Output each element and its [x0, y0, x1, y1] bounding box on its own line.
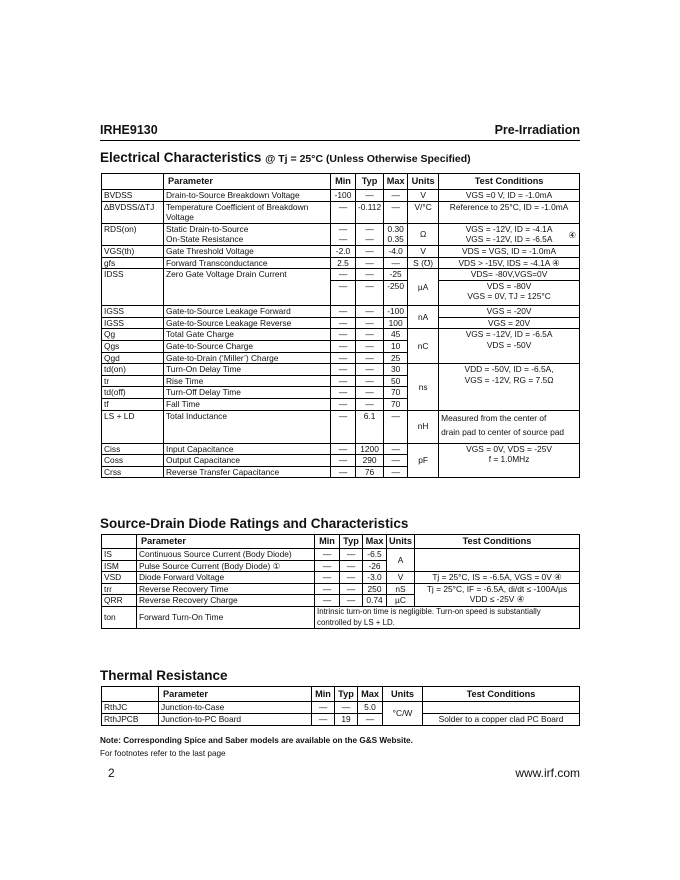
- table-row: [102, 190, 580, 202]
- typ-value: —: [356, 364, 384, 376]
- max-value: 25: [384, 352, 408, 364]
- symbol: Crss: [102, 466, 164, 478]
- min-value: —: [312, 714, 335, 726]
- min-value: -100: [331, 190, 356, 202]
- max-line: 0.30: [387, 223, 404, 234]
- symbol: LS + LD: [102, 410, 164, 443]
- condition-line: VDD ≤ -25V ④: [469, 594, 525, 605]
- thermal-col-parameter: Parameter: [159, 687, 312, 702]
- typ-value: —: [356, 190, 384, 202]
- parameter: Gate Threshold Voltage: [164, 245, 331, 257]
- elec-col-parameter: Parameter: [164, 174, 331, 190]
- condition-line: drain pad to center of source pad: [441, 426, 565, 437]
- min-value: —: [331, 329, 356, 341]
- elec-header-row: [102, 174, 580, 190]
- units: µA: [408, 269, 439, 306]
- symbol: VGS(th): [102, 245, 164, 257]
- typ-value: —: [356, 257, 384, 269]
- elec-subtitle: @ Tj = 25°C (Unless Otherwise Specified): [265, 153, 471, 165]
- condition-line: f = 1.0MHz: [488, 454, 530, 465]
- symbol: ISM: [102, 560, 137, 572]
- diode-header-row: [102, 535, 580, 549]
- symbol: IS: [102, 549, 137, 561]
- typ-value: —: [340, 572, 363, 584]
- typ-value: —: [356, 398, 384, 410]
- elec-col-typ: Typ: [356, 174, 384, 190]
- max-value: 5.0: [358, 702, 383, 714]
- parameter: Fall Time: [164, 398, 331, 410]
- test-conditions: [439, 223, 580, 245]
- max-line: -25: [384, 269, 407, 281]
- symbol: tf: [102, 398, 164, 410]
- condition-line: VGS = 0V, VDS = -25V: [466, 443, 552, 454]
- symbol: QRR: [102, 595, 137, 607]
- typ-value: —: [356, 317, 384, 329]
- typ-value: 19: [335, 714, 358, 726]
- typ-value: —: [335, 702, 358, 714]
- parameter: Gate-to-Drain (‘Miller’) Charge: [164, 352, 331, 364]
- parameter: Pulse Source Current (Body Diode) ①: [137, 560, 315, 572]
- table-row: [102, 583, 580, 595]
- diode-table: [101, 534, 580, 629]
- table-row: [102, 306, 580, 318]
- website-link[interactable]: www.irf.com: [515, 766, 580, 780]
- typ-line: —: [356, 269, 383, 281]
- condition-line: VDS = -80V: [486, 280, 532, 291]
- parameter: Reverse Transfer Capacitance: [164, 466, 331, 478]
- elec-col-conditions: Test Conditions: [439, 174, 580, 190]
- min-value: —: [312, 702, 335, 714]
- units: V: [408, 190, 439, 202]
- min-line: —: [338, 280, 348, 291]
- test-conditions: [439, 364, 580, 410]
- symbol: Qgd: [102, 352, 164, 364]
- header-rule: [100, 140, 580, 141]
- diode-col-typ: Typ: [340, 535, 363, 549]
- typ-value: -0.112: [356, 201, 384, 223]
- parameter: Drain-to-Source Breakdown Voltage: [164, 190, 331, 202]
- min-value: —: [331, 364, 356, 376]
- min-value: —: [331, 352, 356, 364]
- thermal-col-max: Max: [358, 687, 383, 702]
- typ-value: —: [356, 245, 384, 257]
- min-value: -2.0: [331, 245, 356, 257]
- table-row: [102, 223, 580, 245]
- symbol: Ciss: [102, 443, 164, 455]
- units: V: [408, 245, 439, 257]
- turn-on-note: Intrinsic turn-on time is negligible. Turn-on speed is substantially controlled by LS + LD.: [315, 606, 580, 628]
- symbol: IDSS: [102, 269, 164, 306]
- test-conditions: Solder to a copper clad PC Board: [423, 714, 580, 726]
- table-row: [102, 201, 580, 223]
- min-value: —: [331, 201, 356, 223]
- elec-title: [100, 150, 471, 165]
- symbol: tr: [102, 375, 164, 387]
- max-value: —: [384, 443, 408, 455]
- min-value: —: [331, 306, 356, 318]
- test-conditions: VGS =0 V, ID = -1.0mA: [439, 190, 580, 202]
- parameter: Gate-to-Source Leakage Forward: [164, 306, 331, 318]
- typ-value: [356, 223, 384, 245]
- max-value: 10: [384, 340, 408, 352]
- test-conditions: Reference to 25°C, ID = -1.0mA: [439, 201, 580, 223]
- units: pF: [408, 443, 439, 478]
- thermal-col-sym: [102, 687, 159, 702]
- symbol: RthJPCB: [102, 714, 159, 726]
- typ-value: —: [356, 340, 384, 352]
- thermal-header-row: [102, 687, 580, 702]
- symbol: trr: [102, 583, 137, 595]
- parameter: Input Capacitance: [164, 443, 331, 455]
- table-row: [102, 269, 580, 306]
- max-value: —: [384, 201, 408, 223]
- units: nS: [387, 583, 415, 595]
- max-value: -6.5: [363, 549, 387, 561]
- typ-value: —: [356, 352, 384, 364]
- elec-col-units: Units: [408, 174, 439, 190]
- thermal-table: [101, 686, 580, 726]
- max-value: —: [384, 410, 408, 443]
- thermal-col-typ: Typ: [335, 687, 358, 702]
- table-row: [102, 443, 580, 455]
- max-value: 250: [363, 583, 387, 595]
- condition-line: VGS = -12V, ID = -6.5A: [465, 234, 553, 245]
- symbol: td(on): [102, 364, 164, 376]
- units: V: [387, 572, 415, 584]
- symbol: td(off): [102, 387, 164, 399]
- symbol: IGSS: [102, 317, 164, 329]
- elec-col-sym: [102, 174, 164, 190]
- max-value: —: [384, 257, 408, 269]
- table-row: [102, 364, 580, 376]
- typ-value: —: [340, 549, 363, 561]
- units: Ω: [408, 223, 439, 245]
- symbol: ∆BVDSS/∆TJ: [102, 201, 164, 223]
- symbol: IGSS: [102, 306, 164, 318]
- elec-col-min: Min: [331, 174, 356, 190]
- test-conditions: [439, 329, 580, 364]
- units: nH: [408, 410, 439, 443]
- table-row: [102, 257, 580, 269]
- page-number: 2: [108, 766, 115, 780]
- min-value: —: [331, 466, 356, 478]
- typ-value: —: [340, 560, 363, 572]
- units: °C/W: [383, 702, 423, 726]
- symbol: BVDSS: [102, 190, 164, 202]
- min-line: —: [338, 223, 348, 234]
- footnote-marker: ④: [568, 229, 576, 240]
- typ-value: 6.1: [356, 410, 384, 443]
- max-value: —: [384, 190, 408, 202]
- test-conditions: VDS > -15V, IDS = -4.1A ④: [439, 257, 580, 269]
- symbol: RDS(on): [102, 223, 164, 245]
- elec-table: [101, 173, 580, 478]
- table-row: [102, 410, 580, 443]
- symbol: Qg: [102, 329, 164, 341]
- min-value: 2.5: [331, 257, 356, 269]
- parameter-line: Static Drain-to-Source: [166, 223, 249, 234]
- parameter: Turn-On Delay Time: [164, 364, 331, 376]
- parameter: Forward Transconductance: [164, 257, 331, 269]
- diode-col-sym: [102, 535, 137, 549]
- units: S (℧): [408, 257, 439, 269]
- test-conditions: VGS = -20V: [439, 306, 580, 318]
- typ-value: 76: [356, 466, 384, 478]
- typ-value: —: [340, 583, 363, 595]
- diode-col-max: Max: [363, 535, 387, 549]
- parameter: Reverse Recovery Time: [137, 583, 315, 595]
- parameter: Reverse Recovery Charge: [137, 595, 315, 607]
- test-conditions: VGS = 20V: [439, 317, 580, 329]
- test-conditions: [423, 702, 580, 714]
- units: nA: [408, 306, 439, 329]
- max-value: —: [358, 714, 383, 726]
- part-number: IRHE9130: [100, 123, 158, 137]
- table-row: [102, 329, 580, 341]
- min-value: —: [315, 583, 340, 595]
- test-conditions: VDS = VGS, ID = -1.0mA: [439, 245, 580, 257]
- max-value: 70: [384, 387, 408, 399]
- condition-line: VGS = -12V, ID = -4.1A: [465, 223, 553, 234]
- parameter: Junction-to-Case: [159, 702, 312, 714]
- test-conditions: Tj = 25°C, IS = -6.5A, VGS = 0V ④: [414, 572, 579, 584]
- thermal-col-min: Min: [312, 687, 335, 702]
- typ-value: —: [340, 595, 363, 607]
- typ-line: —: [365, 234, 374, 245]
- max-value: 30: [384, 364, 408, 376]
- max-line: 0.35: [387, 234, 404, 245]
- max-value: 0.74: [363, 595, 387, 607]
- min-value: —: [315, 572, 340, 584]
- parameter: Continuous Source Current (Body Diode): [137, 549, 315, 561]
- parameter-line: On-State Resistance: [166, 234, 244, 245]
- test-conditions: [439, 269, 580, 306]
- min-value: [331, 269, 356, 306]
- table-row: [102, 606, 580, 628]
- min-value: [331, 223, 356, 245]
- min-value: —: [331, 398, 356, 410]
- diode-col-conditions: Test Conditions: [414, 535, 579, 549]
- max-value: -4.0: [384, 245, 408, 257]
- table-row: [102, 702, 580, 714]
- max-value: 70: [384, 398, 408, 410]
- typ-line: —: [365, 223, 374, 234]
- symbol: ton: [102, 606, 137, 628]
- min-value: —: [315, 549, 340, 561]
- symbol: gfs: [102, 257, 164, 269]
- parameter: Junction-to-PC Board: [159, 714, 312, 726]
- table-row: [102, 714, 580, 726]
- parameter: Gate-to-Source Leakage Reverse: [164, 317, 331, 329]
- parameter: Gate-to-Source Charge: [164, 340, 331, 352]
- max-value: 50: [384, 375, 408, 387]
- parameter: Output Capacitance: [164, 455, 331, 467]
- condition-line: Measured from the center of: [441, 412, 547, 423]
- min-value: —: [315, 595, 340, 607]
- symbol: VSD: [102, 572, 137, 584]
- table-row: [102, 549, 580, 561]
- elec-col-max: Max: [384, 174, 408, 190]
- min-value: —: [331, 410, 356, 443]
- max-value: -3.0: [363, 572, 387, 584]
- parameter: Turn-Off Delay Time: [164, 387, 331, 399]
- parameter: Temperature Coefficient of Breakdown Voltage: [164, 201, 331, 223]
- max-value: 100: [384, 317, 408, 329]
- condition-line: VGS = -12V, ID = -6.5A: [465, 329, 553, 340]
- max-line: -250: [387, 280, 404, 291]
- parameter: Total Gate Charge: [164, 329, 331, 341]
- typ-value: 1200: [356, 443, 384, 455]
- min-line: —: [331, 269, 355, 281]
- symbol: Coss: [102, 455, 164, 467]
- min-line: —: [338, 234, 348, 245]
- typ-line: —: [365, 280, 374, 291]
- max-value: —: [384, 455, 408, 467]
- min-value: —: [331, 375, 356, 387]
- max-value: -26: [363, 560, 387, 572]
- typ-value: [356, 269, 384, 306]
- diode-col-parameter: Parameter: [137, 535, 315, 549]
- parameter: Zero Gate Voltage Drain Current: [164, 269, 331, 306]
- test-conditions: [414, 583, 579, 606]
- parameter: Total Inductance: [164, 410, 331, 443]
- min-value: —: [331, 455, 356, 467]
- symbol: RthJC: [102, 702, 159, 714]
- table-row: [102, 245, 580, 257]
- condition-line: VDS= -80V,VGS=0V: [439, 269, 579, 281]
- max-value: —: [384, 466, 408, 478]
- units: ns: [408, 364, 439, 410]
- units: A: [387, 549, 415, 572]
- units: µC: [387, 595, 415, 607]
- diode-col-units: Units: [387, 535, 415, 549]
- test-conditions: [439, 443, 580, 478]
- table-row: [102, 572, 580, 584]
- parameter: Diode Forward Voltage: [137, 572, 315, 584]
- min-value: —: [331, 443, 356, 455]
- typ-value: —: [356, 387, 384, 399]
- condition-line: Tj = 25°C, IF = -6.5A, di/dt ≤ -100A/µs: [426, 583, 568, 594]
- elec-title-text: Electrical Characteristics: [100, 150, 262, 165]
- test-conditions: [414, 549, 579, 572]
- section-label: Pre-Irradiation: [494, 123, 580, 137]
- units: nC: [408, 329, 439, 364]
- condition-line: VGS = -12V, RG = 7.5Ω: [464, 374, 554, 385]
- spice-note: Note: Corresponding Spice and Saber models are available on the G&S Website.: [100, 736, 413, 745]
- typ-value: —: [356, 329, 384, 341]
- parameter: [164, 223, 331, 245]
- typ-value: 290: [356, 455, 384, 467]
- max-value: -100: [384, 306, 408, 318]
- symbol: Qgs: [102, 340, 164, 352]
- diode-col-min: Min: [315, 535, 340, 549]
- thermal-col-conditions: Test Conditions: [423, 687, 580, 702]
- units: V/°C: [408, 201, 439, 223]
- min-value: —: [331, 340, 356, 352]
- thermal-col-units: Units: [383, 687, 423, 702]
- diode-title: Source-Drain Diode Ratings and Characteristics: [100, 516, 409, 531]
- min-value: —: [315, 560, 340, 572]
- parameter: Rise Time: [164, 375, 331, 387]
- footnote-ref: For footnotes refer to the last page: [100, 749, 226, 758]
- max-value: 45: [384, 329, 408, 341]
- typ-value: —: [356, 375, 384, 387]
- table-row: [102, 317, 580, 329]
- min-value: —: [331, 387, 356, 399]
- typ-value: —: [356, 306, 384, 318]
- max-value: [384, 223, 408, 245]
- condition-line: VGS = 0V, TJ = 125°C: [467, 291, 551, 302]
- parameter: Forward Turn-On Time: [137, 606, 315, 628]
- condition-line: VDD = -50V, ID = -6.5A,: [464, 364, 554, 375]
- condition-line: VDS = -50V: [486, 339, 532, 350]
- test-conditions: [439, 410, 580, 443]
- max-value: [384, 269, 408, 306]
- thermal-title: Thermal Resistance: [100, 668, 228, 683]
- min-value: —: [331, 317, 356, 329]
